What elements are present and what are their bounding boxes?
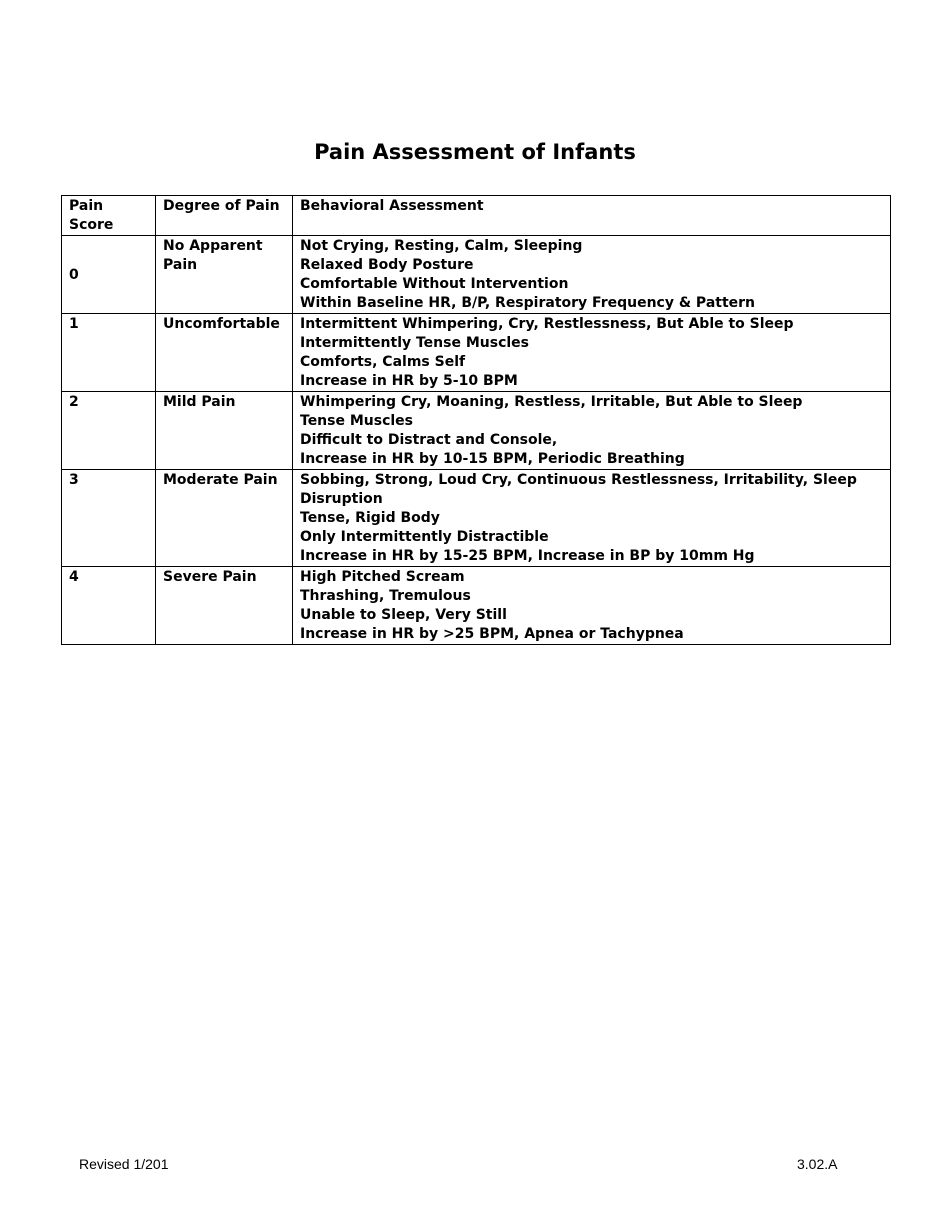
revision-note: Revised 1/201 — [79, 1156, 169, 1172]
behavior-line: Increase in HR by 5-10 BPM — [300, 373, 518, 389]
behavior-line: Increase in HR by 15-25 BPM, Increase in BP by 10mm Hg — [300, 548, 755, 564]
header-degree-of-pain: Degree of Pain — [156, 196, 293, 236]
behavior-line: Comfortable Without Intervention — [300, 276, 569, 292]
behavior-cell — [293, 392, 891, 470]
document-number: 3.02.A — [797, 1156, 838, 1172]
behavior-line: Thrashing, Tremulous — [300, 588, 471, 604]
table-row — [62, 470, 891, 567]
pain-score-cell: 3 — [62, 470, 156, 567]
behavior-line: Unable to Sleep, Very Still — [300, 607, 507, 623]
pain-score-cell: 0 — [62, 236, 156, 314]
behavior-line: Not Crying, Resting, Calm, Sleeping — [300, 238, 583, 254]
behavior-line: Comforts, Calms Self — [300, 354, 466, 370]
pain-score-cell: 2 — [62, 392, 156, 470]
degree-cell: No Apparent Pain — [156, 236, 293, 314]
behavior-line: Tense Muscles — [300, 413, 414, 429]
table-header-row — [62, 196, 891, 236]
behavior-line: Intermittently Tense Muscles — [300, 335, 530, 351]
degree-cell: Mild Pain — [156, 392, 293, 470]
behavior-cell — [293, 470, 891, 567]
pain-assessment-table — [61, 195, 891, 645]
behavior-line: Whimpering Cry, Moaning, Restless, Irritable, But Able to Sleep — [300, 394, 803, 410]
behavior-line: Relaxed Body Posture — [300, 257, 474, 273]
page-title: Pain Assessment of Infants — [314, 140, 636, 164]
table-row — [62, 392, 891, 470]
pain-score-cell: 4 — [62, 567, 156, 645]
behavior-cell — [293, 314, 891, 392]
behavior-line: Increase in HR by 10-15 BPM, Periodic Breathing — [300, 451, 685, 467]
behavior-line: Sobbing, Strong, Loud Cry, Continuous Restlessness, Irritability, Sleep Disruption — [300, 472, 857, 507]
degree-cell: Severe Pain — [156, 567, 293, 645]
degree-cell: Uncomfortable — [156, 314, 293, 392]
table-row — [62, 314, 891, 392]
behavior-cell — [293, 236, 891, 314]
behavior-line: Within Baseline HR, B/P, Respiratory Frequency & Pattern — [300, 295, 756, 311]
table-row — [62, 567, 891, 645]
behavior-line: High Pitched Scream — [300, 569, 465, 585]
behavior-line: Intermittent Whimpering, Cry, Restlessness, But Able to Sleep — [300, 316, 794, 332]
degree-cell: Moderate Pain — [156, 470, 293, 567]
behavior-line: Difficult to Distract and Console, — [300, 432, 558, 448]
behavior-line: Tense, Rigid Body — [300, 510, 440, 526]
header-behavioral-assessment: Behavioral Assessment — [293, 196, 891, 236]
behavior-cell — [293, 567, 891, 645]
header-pain-score: Pain Score — [62, 196, 156, 236]
table-row — [62, 236, 891, 314]
pain-score-cell: 1 — [62, 314, 156, 392]
behavior-line: Only Intermittently Distractible — [300, 529, 549, 545]
behavior-line: Increase in HR by >25 BPM, Apnea or Tachypnea — [300, 626, 684, 642]
